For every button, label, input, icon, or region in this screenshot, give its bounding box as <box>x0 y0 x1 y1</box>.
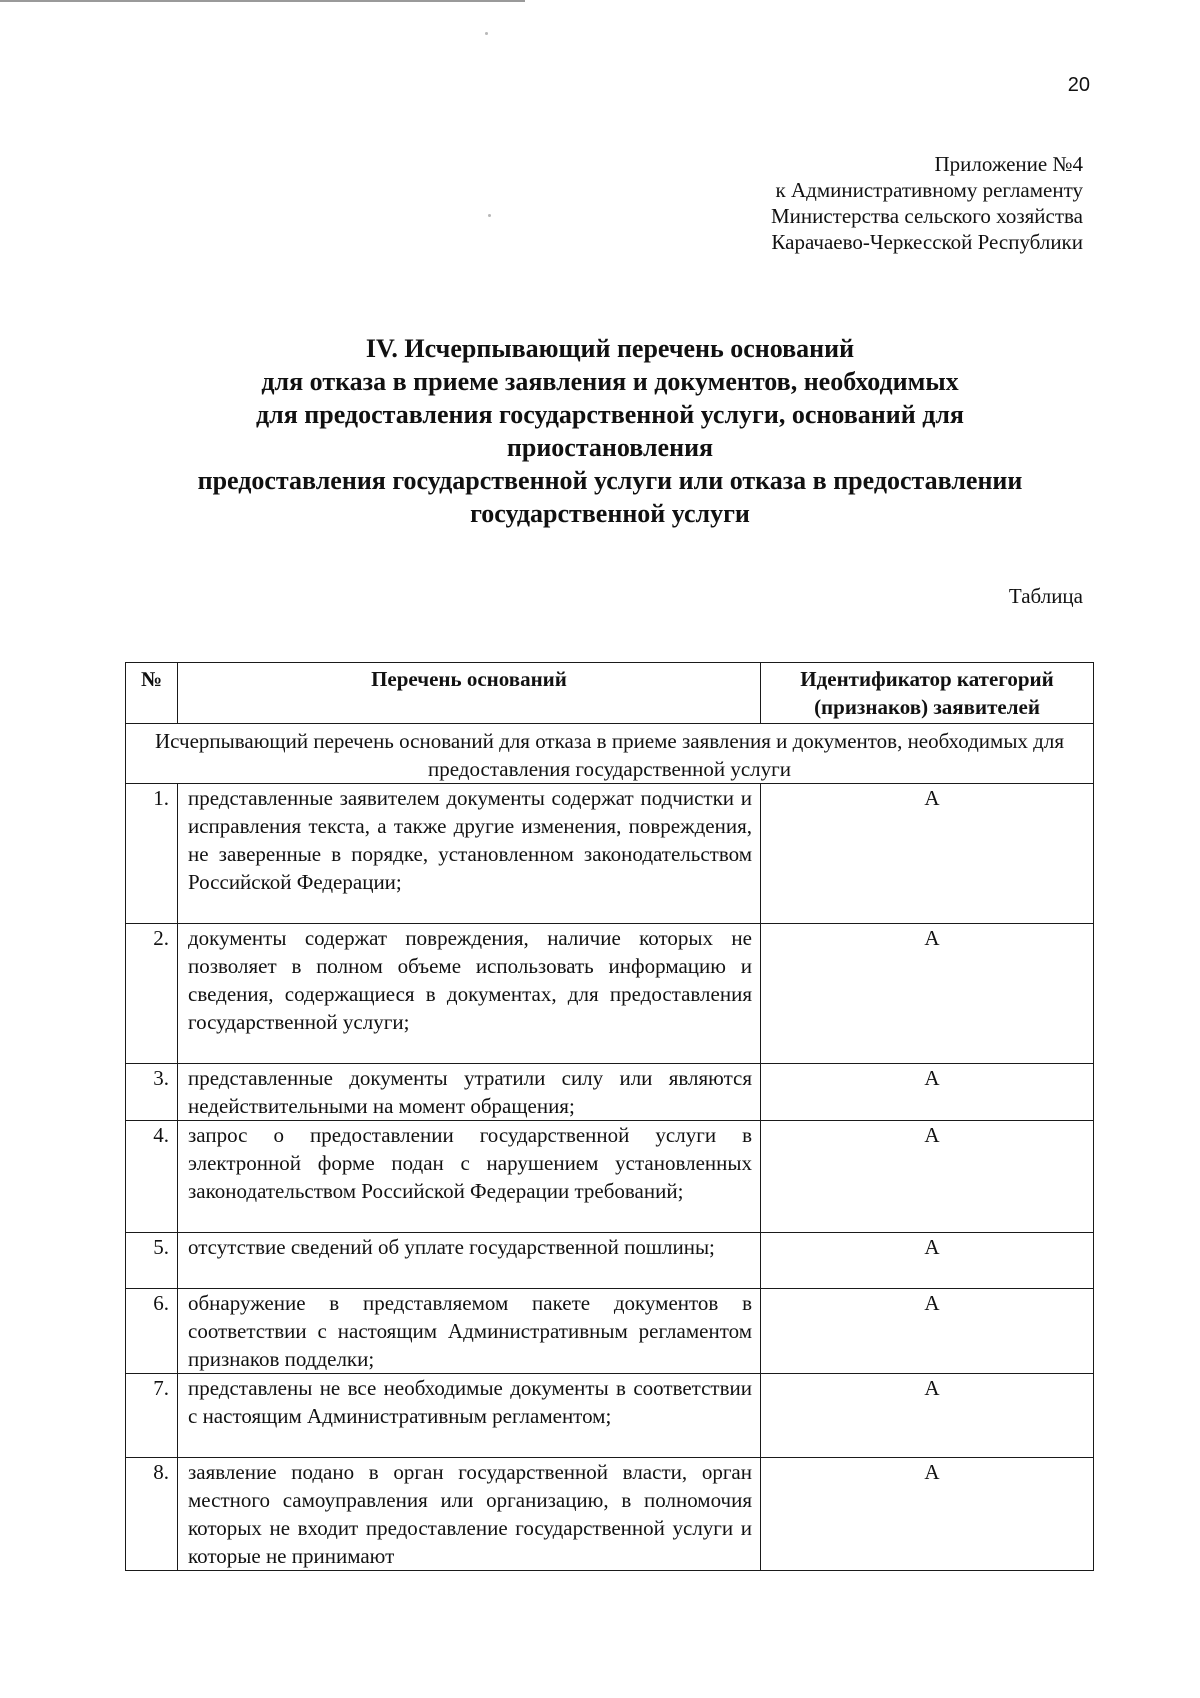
appendix-line: Приложение №4 <box>934 152 1083 176</box>
row-category: А <box>761 1458 1094 1571</box>
heading-line: приостановления <box>506 433 714 462</box>
scan-edge-line <box>0 0 525 2</box>
section-row <box>126 724 1094 784</box>
page-number: 20 <box>1067 74 1090 96</box>
row-number: 4. <box>126 1121 178 1233</box>
heading-line: IV. Исчерпывающий перечень оснований <box>365 334 855 363</box>
row-text: представлены не все необходимые документы в соответствии с настоящим Административным регламентом; <box>178 1374 761 1458</box>
row-number: 6. <box>126 1289 178 1374</box>
row-category: А <box>761 924 1094 1064</box>
table-row <box>126 1121 1094 1233</box>
table-row <box>126 1458 1094 1571</box>
table-row <box>126 924 1094 1064</box>
heading-line: для отказа в приеме заявления и документов, необходимых <box>261 367 959 396</box>
row-category: А <box>761 784 1094 924</box>
row-category: А <box>761 1374 1094 1458</box>
row-text: документы содержат повреждения, наличие которых не позволяет в полном объеме использовать информацию и сведения, содержащиеся в документах, для предоставления государственной услуги; <box>178 924 761 1064</box>
row-text: заявление подано в орган государственной власти, орган местного самоуправления или организацию, в полномочия которых не входит предоставление государственной услуги и которые не принимают <box>178 1458 761 1571</box>
table-row <box>126 1289 1094 1374</box>
row-text: запрос о предоставлении государственной услуги в электронной форме подан с нарушением установленных законодательством Российской Федерации требований; <box>178 1121 761 1233</box>
appendix-line: к Административному регламенту <box>775 178 1083 202</box>
row-number: 8. <box>126 1458 178 1571</box>
row-number: 5. <box>126 1233 178 1289</box>
appendix-line: Министерства сельского хозяйства <box>770 204 1083 228</box>
table-row <box>126 1374 1094 1458</box>
row-category: А <box>761 1289 1094 1374</box>
row-number: 3. <box>126 1064 178 1121</box>
scan-speck <box>485 32 488 35</box>
section-heading <box>120 332 1100 530</box>
row-text: отсутствие сведений об уплате государственной пошлины; <box>178 1233 761 1289</box>
grounds-table <box>125 662 1094 1571</box>
table-header-row <box>126 663 1094 724</box>
row-category: А <box>761 1233 1094 1289</box>
heading-line: предоставления государственной услуги или отказа в предоставлении <box>197 466 1023 495</box>
header-grounds: Перечень оснований <box>178 663 761 724</box>
heading-line: для предоставления государственной услуги, оснований для <box>255 400 965 429</box>
table-row <box>126 1064 1094 1121</box>
table-row <box>126 784 1094 924</box>
table-caption: Таблица <box>1008 584 1083 608</box>
row-number: 2. <box>126 924 178 1064</box>
row-number: 1. <box>126 784 178 924</box>
section-title: Исчерпывающий перечень оснований для отказа в приеме заявления и документов, необходимых для предоставления государственной услуги <box>126 724 1094 784</box>
appendix-line: Карачаево-Черкесской Республики <box>771 230 1083 254</box>
row-text: представленные заявителем документы содержат подчистки и исправления текста, а также другие изменения, повреждения, не заверенные в порядке, установленном законодательством Российской Федерации; <box>178 784 761 924</box>
header-category: Идентификатор категорий (признаков) заявителей <box>761 663 1094 724</box>
row-category: А <box>761 1064 1094 1121</box>
heading-line: государственной услуги <box>470 499 750 528</box>
row-number: 7. <box>126 1374 178 1458</box>
row-category: А <box>761 1121 1094 1233</box>
row-text: представленные документы утратили силу или являются недействительными на момент обращения; <box>178 1064 761 1121</box>
row-text: обнаружение в представляемом пакете документов в соответствии с настоящим Административным регламентом признаков подделки; <box>178 1289 761 1374</box>
scan-speck <box>488 214 491 217</box>
table-row <box>126 1233 1094 1289</box>
header-num: № <box>126 663 178 724</box>
appendix-note <box>563 151 1083 255</box>
